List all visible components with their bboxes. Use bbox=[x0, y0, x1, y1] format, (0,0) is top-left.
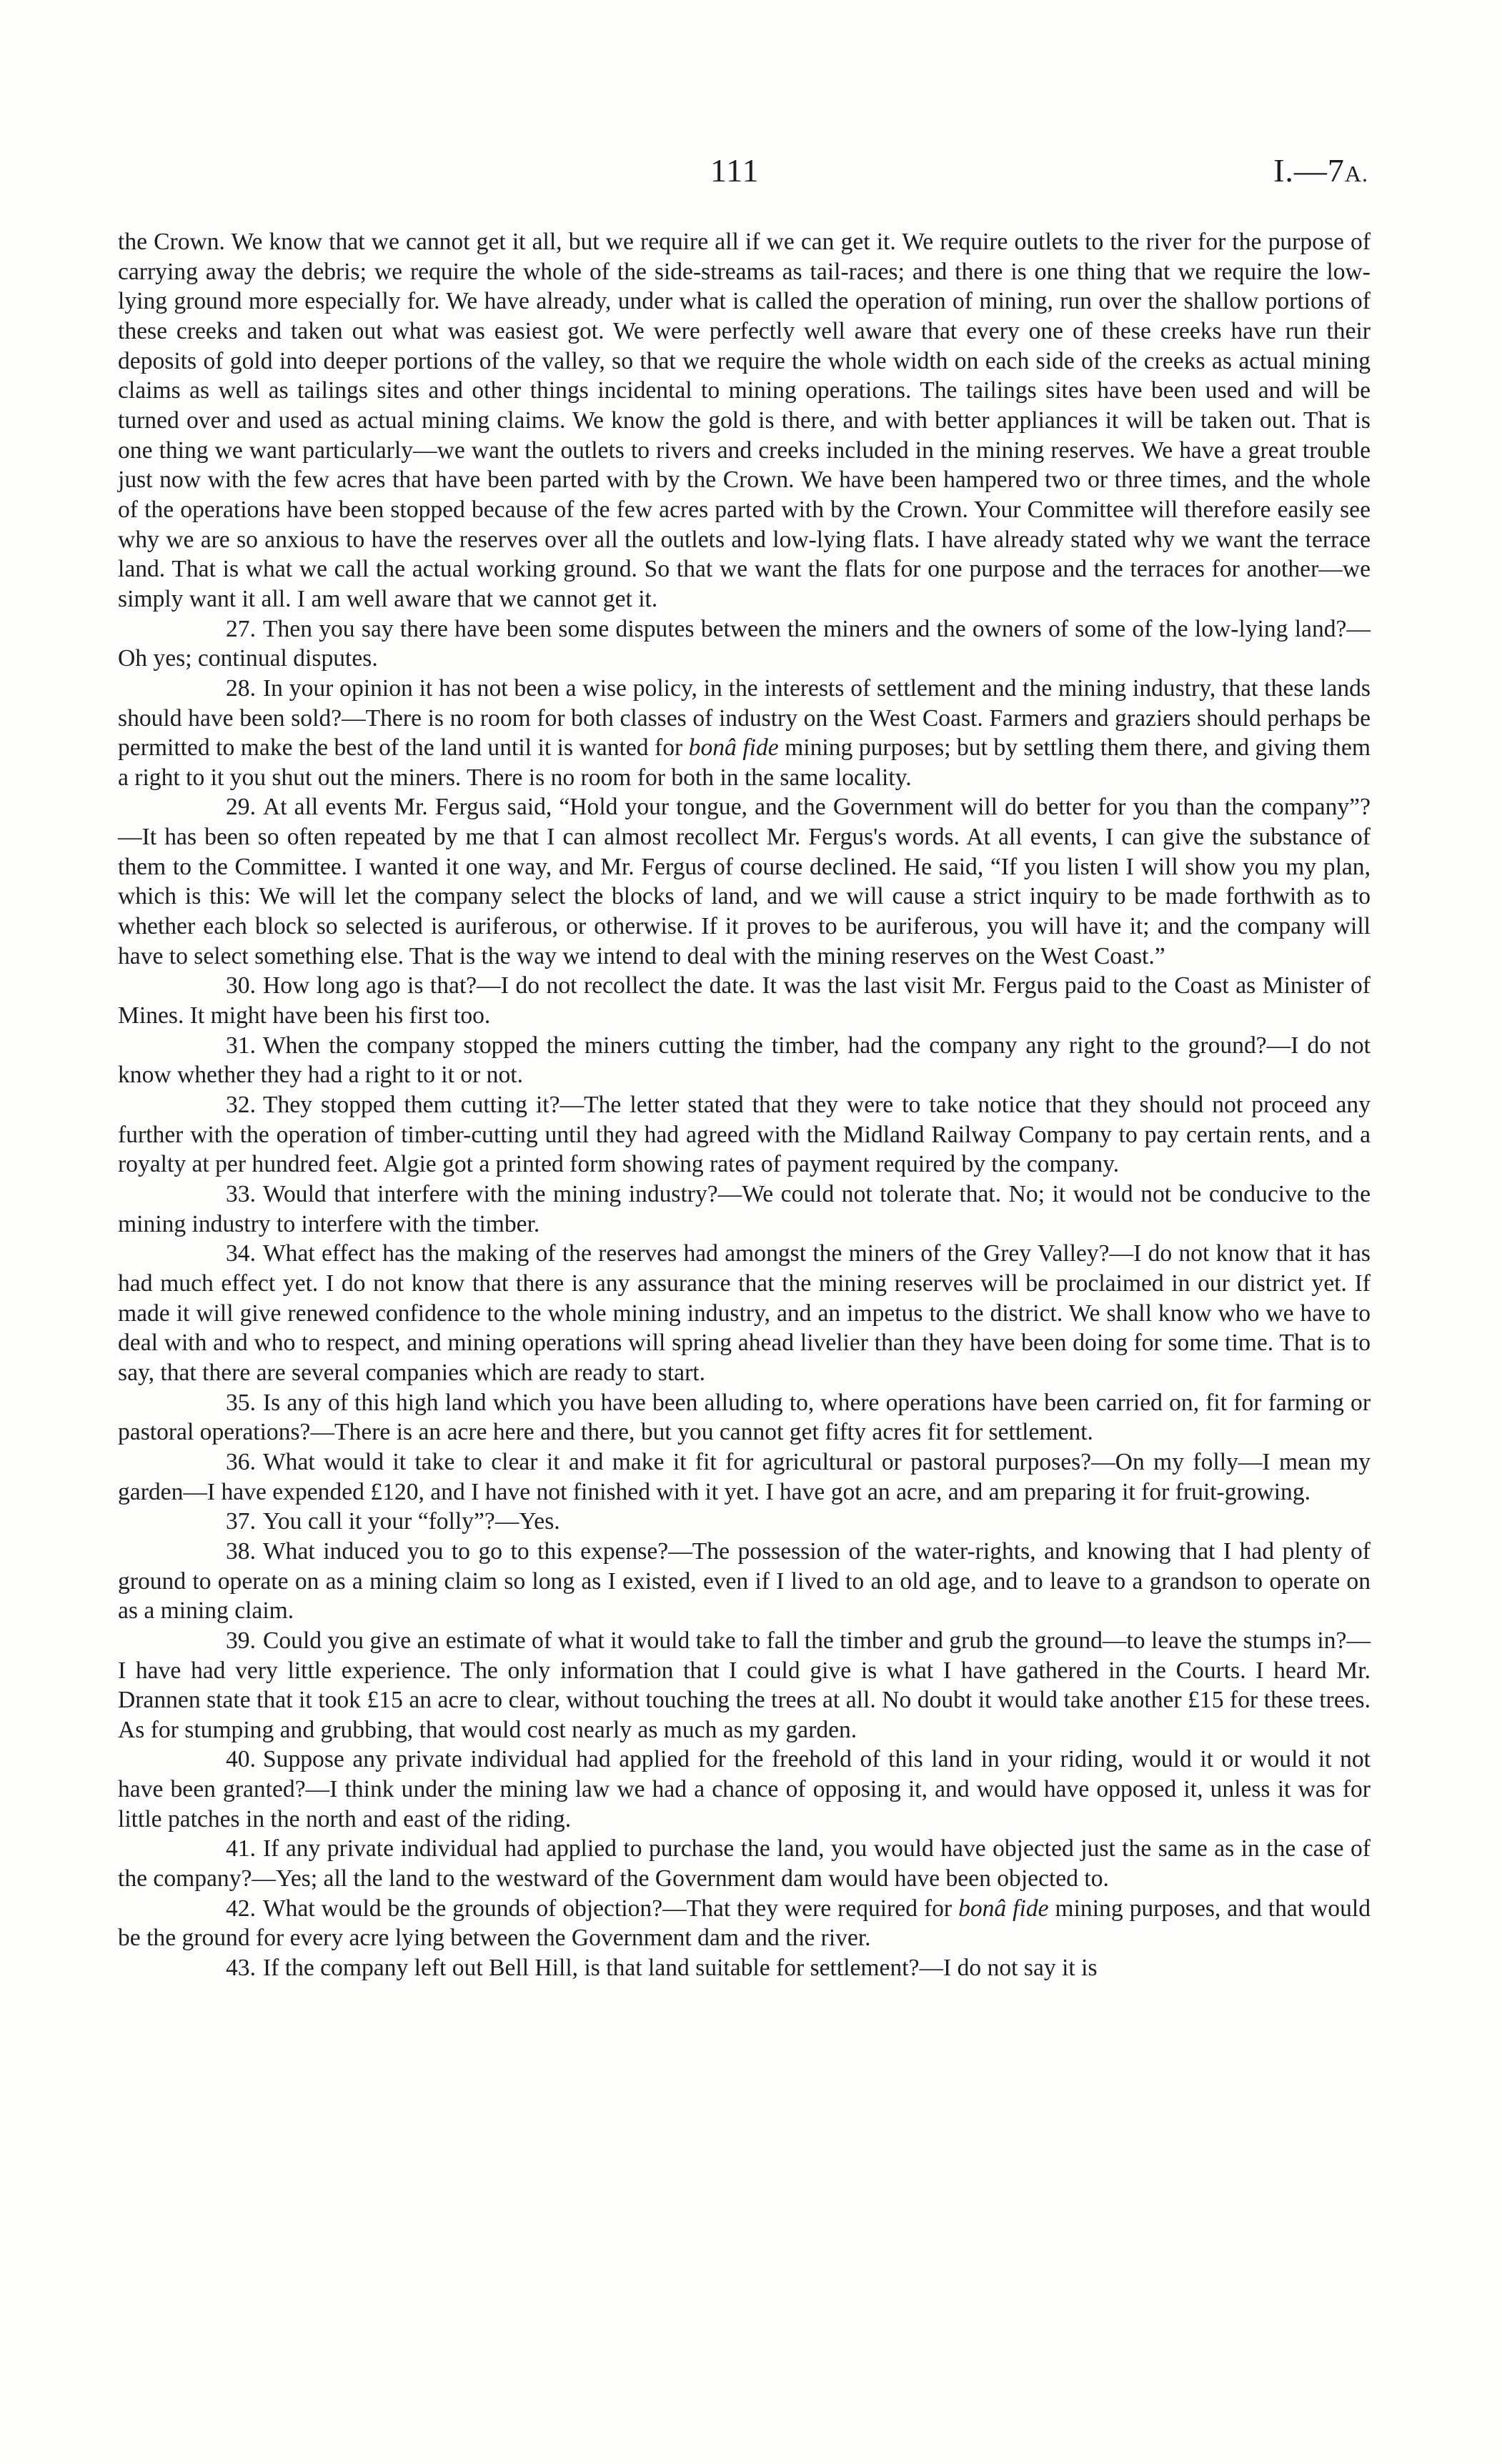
question-number: 43. bbox=[226, 1955, 256, 1982]
question-text: At all events Mr. Fergus said, “Hold your tongue, and the Government will do better for you than the company”?—It has been so often repeated by me that I can almost recollect Mr. Fergus's words. At all events, I can give the substance of them to the Committee. I wanted it one way, and Mr. Fergus of course declined. He said, “If you listen I will show you my plan, which is this: We will let the company select the blocks of land, and we will cause a strict inquiry to be made forthwith as to whether each block so selected is auriferous, or otherwise. If it proves to be auriferous, you will have it; and the company will have to select something else. That is the way we intend to deal with the mining reserves on the West Coast.” bbox=[118, 794, 1371, 969]
question-number: 27. bbox=[226, 615, 256, 642]
question-paragraph bbox=[118, 614, 1371, 674]
italic-term: bonâ fide bbox=[958, 1895, 1049, 1922]
question-text: Then you say there have been some disputes between the miners and the owners of some of the low-lying land?—Oh yes; continual disputes. bbox=[118, 615, 1371, 672]
question-paragraph bbox=[118, 1447, 1371, 1507]
question-text-continued: mining purposes; but by settling them there, and giving them a right to it you shut out the miners. There is no room for both in the same locality. bbox=[118, 734, 1371, 791]
question-text: What would it take to clear it and make it fit for agricultural or pastoral purposes?—On my folly—I mean my garden—I have expended £120, and I have not finished with it yet. I have got an acre, and am preparing it for fruit-growing. bbox=[118, 1448, 1371, 1505]
question-number: 40. bbox=[226, 1746, 256, 1773]
question-number: 42. bbox=[226, 1895, 256, 1922]
question-text: If the company left out Bell Hill, is that land suitable for settlement?—I do not say it is bbox=[262, 1955, 1098, 1982]
question-text: Would that interfere with the mining industry?—We could not tolerate that. No; it would not be conducive to the mining industry to interfere with the timber. bbox=[118, 1181, 1371, 1237]
question-paragraph bbox=[118, 1537, 1371, 1626]
question-text: They stopped them cutting it?—The letter stated that they were to take notice that they should not proceed any further with the operation of timber-cutting until they had agreed with the Midland Railway Company to pay certain rents, and a royalty at per hundred feet. Algie got a printed form showing rates of payment required by the company. bbox=[118, 1092, 1371, 1178]
question-paragraph bbox=[118, 971, 1371, 1030]
question-number: 41. bbox=[226, 1835, 256, 1862]
question-paragraph bbox=[118, 1894, 1371, 1953]
italic-term: bonâ fide bbox=[688, 734, 779, 762]
question-paragraph bbox=[118, 1507, 1371, 1537]
question-paragraph bbox=[118, 1239, 1371, 1387]
document-reference bbox=[1273, 151, 1368, 189]
question-number: 32. bbox=[226, 1092, 256, 1119]
question-paragraph bbox=[118, 792, 1371, 971]
question-text: What induced you to go to this expense?—The possession of the water-rights, and knowing that I had plenty of ground to operate on as a mining claim so long as I existed, even if I lived to an old age, and to leave to a grandson to operate on as a mining claim. bbox=[118, 1537, 1371, 1625]
doc-ref-suffix: A. bbox=[1344, 161, 1368, 186]
question-list bbox=[118, 614, 1371, 1983]
question-text: When the company stopped the miners cutting the timber, had the company any right to the ground?—I do not know whether they had a right to it or not. bbox=[118, 1032, 1371, 1089]
question-text: In your opinion it has not been a wise policy, in the interests of settlement and the mining industry, that these lands should have been sold?—There is no room for both classes of industry on the West Coast. Farmers and graziers should perhaps be permitted to make the best of the land until it is wanted for bbox=[118, 674, 1371, 762]
question-paragraph bbox=[118, 1388, 1371, 1447]
question-text: You call it your “folly”?—Yes. bbox=[262, 1508, 560, 1535]
body-text bbox=[118, 227, 1371, 1983]
question-number: 33. bbox=[226, 1181, 256, 1207]
question-number: 39. bbox=[226, 1627, 256, 1654]
page-number: 111 bbox=[710, 152, 760, 189]
question-text: Is any of this high land which you have been alluding to, where operations have been carried on, fit for farming or pastoral operations?—There is an acre here and there, but you cannot get fifty acres fit for settlement. bbox=[118, 1389, 1371, 1446]
question-paragraph bbox=[118, 1745, 1371, 1834]
question-text: If any private individual had applied to purchase the land, you would have objected just the same as in the case of the company?—Yes; all the land to the westward of the Government dam would have been objected to. bbox=[118, 1835, 1371, 1892]
question-number: 37. bbox=[226, 1508, 256, 1535]
question-number: 34. bbox=[226, 1240, 256, 1267]
question-paragraph bbox=[118, 1834, 1371, 1893]
opening-paragraph: the Crown. We know that we cannot get it all, but we require all if we can get it. We require outlets to the river for the purpose of carrying away the debris; we require the whole of the side-streams as tail-races; and there is one thing that we require the low-lying ground more especially for. We have already, under what is called the operation of mining, run over the shallow portions of these creeks and taken out what was easiest got. We were perfectly well aware that every one of these creeks have run their deposits of gold into deeper portions of the valley, so that we require the whole width on each side of the creeks as actual mining claims as well as tailings sites and other things incidental to mining operations. The tailings sites have been used and will be turned over and used as actual mining claims. We know the gold is there, and with better appliances it will be taken out. That is one thing we want particularly—we want the outlets to rivers and creeks included in the mining reserves. We have a great trouble just now with the few acres that have been parted with by the Crown. We have been hampered two or three times, and the whole of the operations have been stopped because of the few acres parted with by the Crown. Your Committee will therefore easily see why we are so anxious to have the reserves over all the outlets and low-lying flats. I have already stated why we want the terrace land. That is what we call the actual working ground. So that we want the flats for one purpose and the terraces for another—we simply want it all. I am well aware that we cannot get it. bbox=[118, 229, 1371, 612]
question-paragraph bbox=[118, 1953, 1371, 1983]
question-number: 31. bbox=[226, 1032, 256, 1059]
question-paragraph bbox=[118, 1031, 1371, 1090]
question-text: Suppose any private individual had applied for the freehold of this land in your riding, would it or would it not have been granted?—I think under the mining law we had a chance of opposing it, and would have opposed it, unless it was for little patches in the north and east of the riding. bbox=[118, 1746, 1371, 1832]
question-text: What effect has the making of the reserves had amongst the miners of the Grey Valley?—I do not know that it has had much effect yet. I do not know that there is any assurance that the mining reserves will be proclaimed in our district yet. If made it will give renewed confidence to the whole mining industry, and an impetus to the district. We shall know who we have to deal with and who to respect, and mining operations will spring ahead livelier than they have been doing for some time. That is to say, that there are several companies which are ready to start. bbox=[118, 1240, 1371, 1386]
question-text: What would be the grounds of objection?—That they were required for bbox=[262, 1895, 959, 1922]
question-paragraph bbox=[118, 1179, 1371, 1239]
question-number: 30. bbox=[226, 972, 256, 999]
doc-ref-main: I.—7 bbox=[1273, 152, 1345, 189]
question-paragraph bbox=[118, 1090, 1371, 1179]
question-paragraph bbox=[118, 674, 1371, 793]
page-header bbox=[0, 151, 1502, 194]
question-paragraph bbox=[118, 1626, 1371, 1745]
question-number: 35. bbox=[226, 1389, 256, 1416]
question-text-continued: mining purposes, and that would be the ground for every acre lying between the Government dam and the river. bbox=[118, 1895, 1371, 1952]
question-number: 28. bbox=[226, 674, 256, 702]
question-number: 38. bbox=[226, 1537, 256, 1565]
question-number: 29. bbox=[226, 794, 256, 821]
question-number: 36. bbox=[226, 1448, 256, 1475]
question-text: Could you give an estimate of what it would take to fall the timber and grub the ground—to leave the stumps in?—I have had very little experience. The only information that I could give is what I have gathered in the Courts. I heard Mr. Drannen state that it took £15 an acre to clear, without touching the trees at all. No doubt it would take another £15 for these trees. As for stumping and grubbing, that would cost nearly as much as my garden. bbox=[118, 1627, 1371, 1743]
question-text: How long ago is that?—I do not recollect the date. It was the last visit Mr. Fergus paid to the Coast as Minister of Mines. It might have been his first too. bbox=[118, 972, 1371, 1029]
